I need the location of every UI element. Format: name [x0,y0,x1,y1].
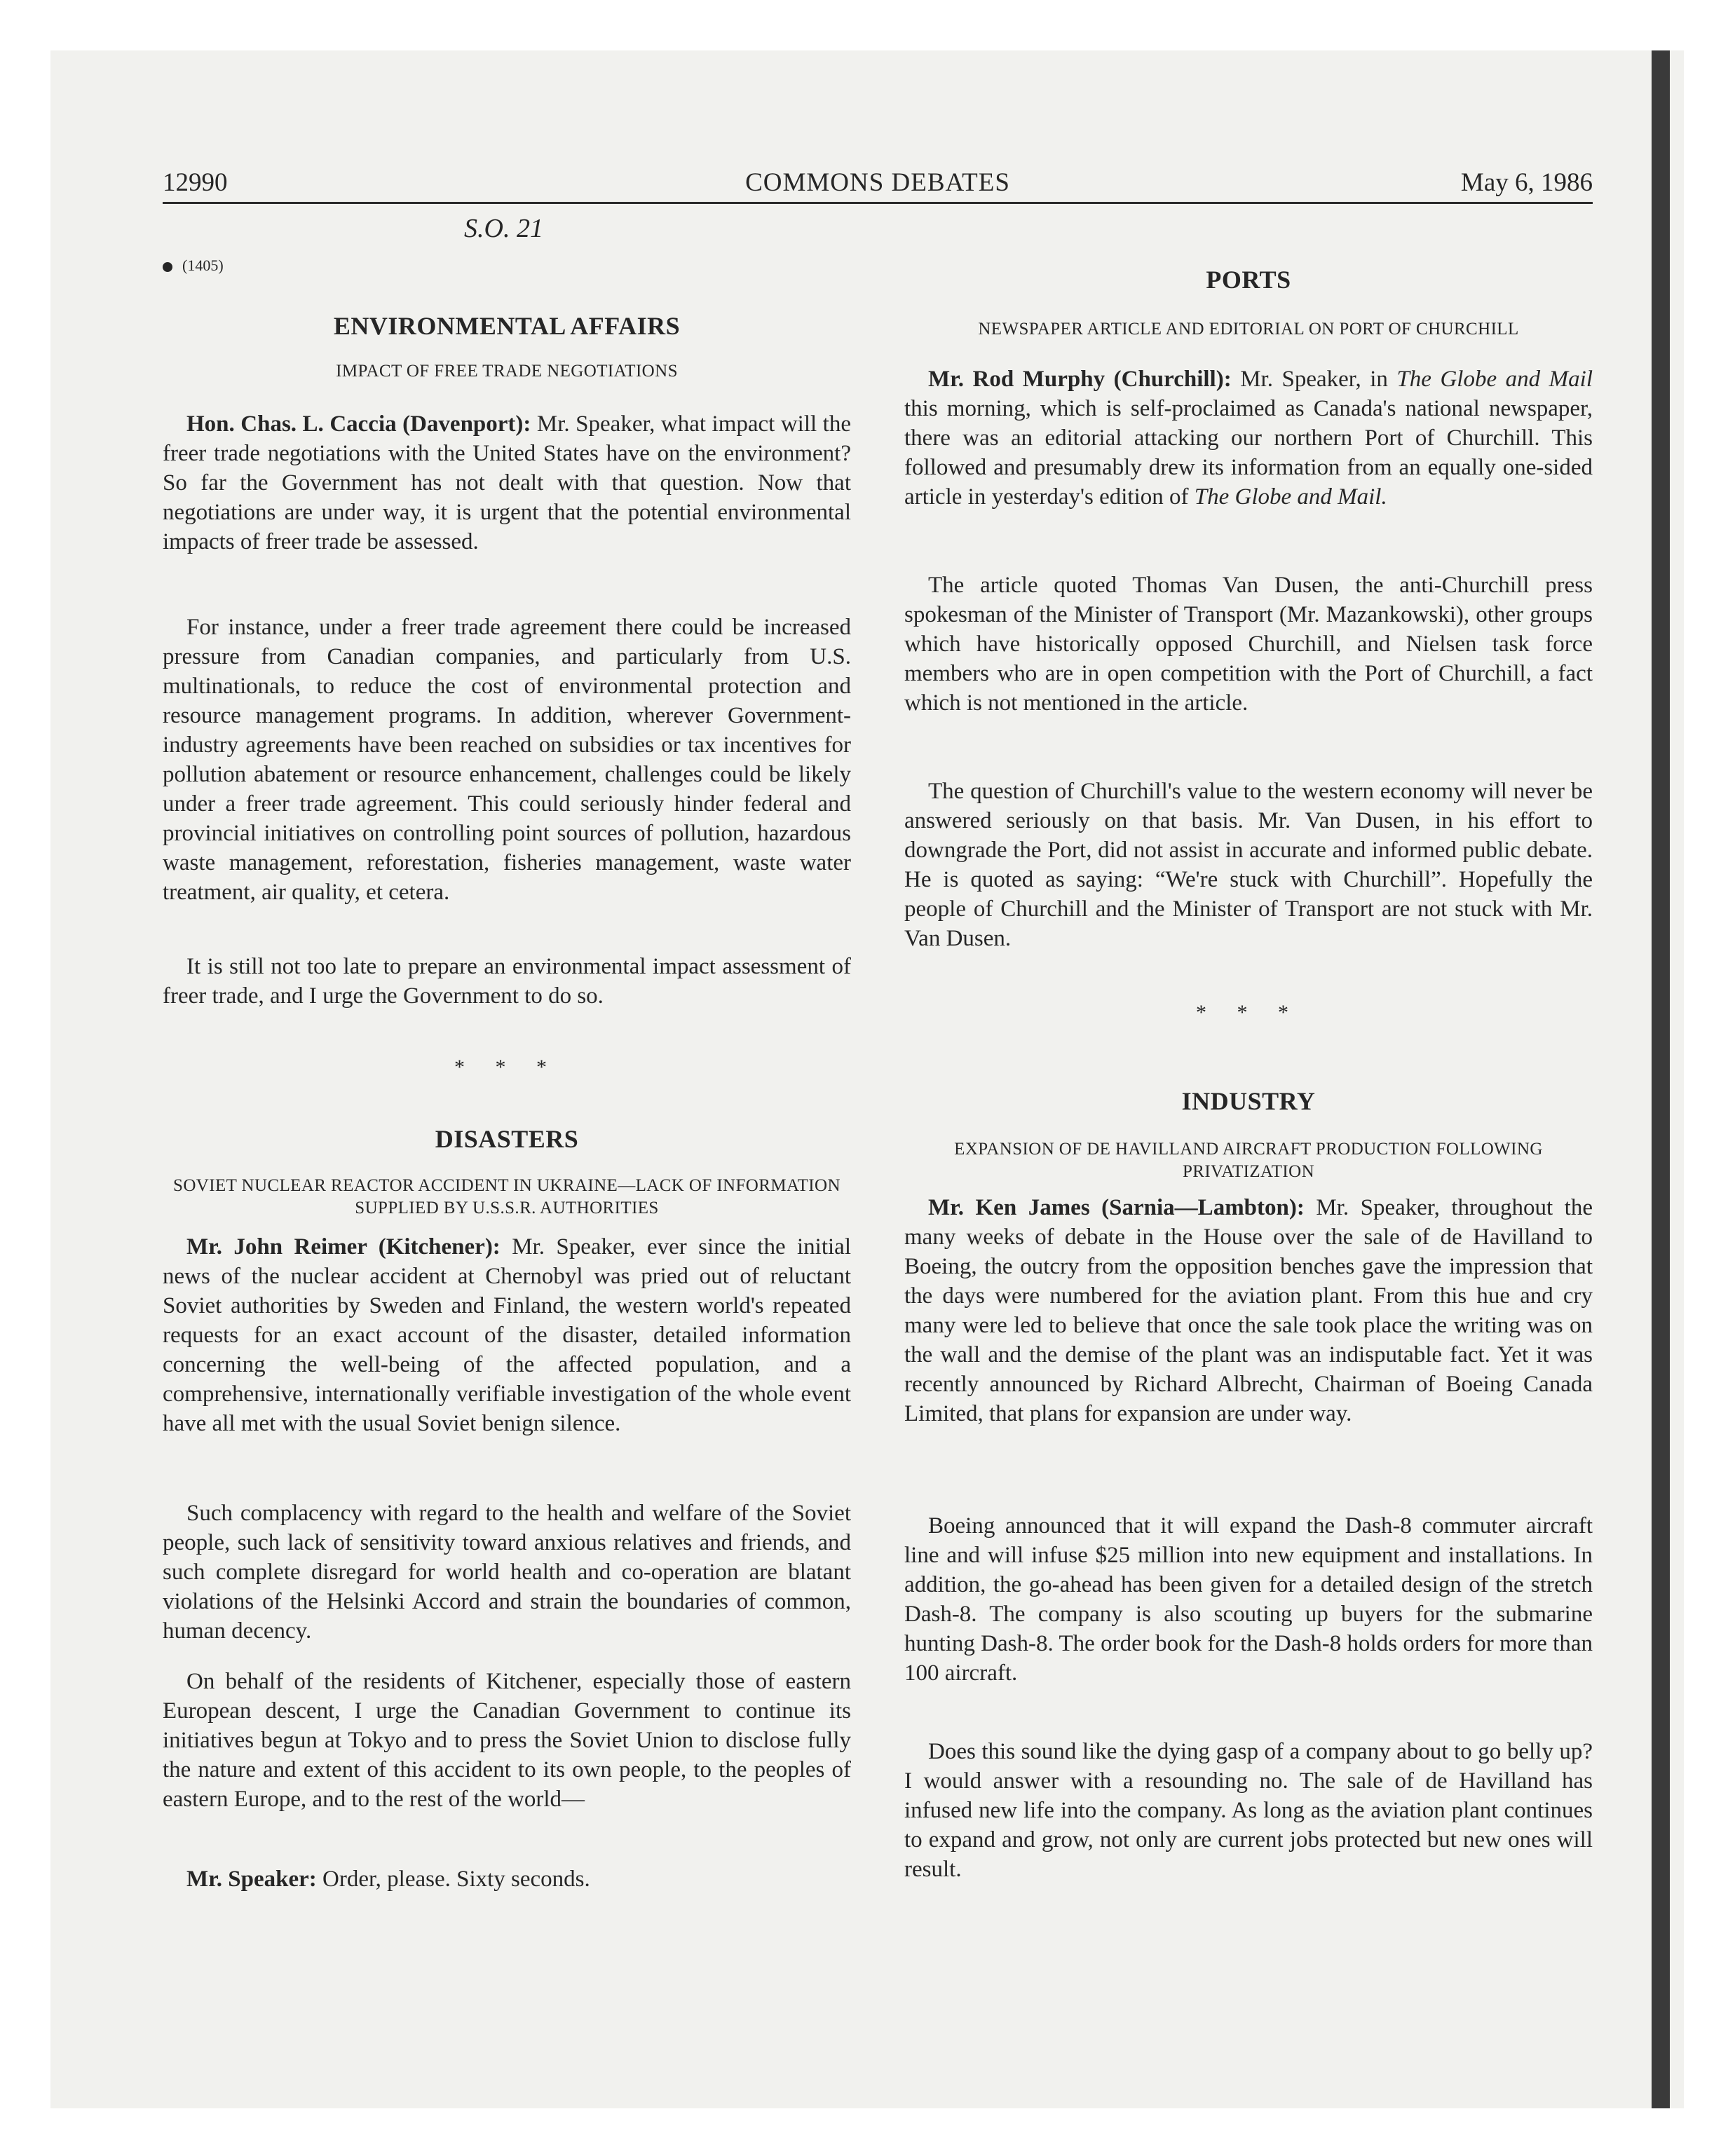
paragraph-james-1: Mr. Ken James (Sarnia—Lambton): Mr. Speaker, throughout the many weeks of debate in the House over the sale of de Havilland to Boeing, the outcry from the opposition benches gave the impression that the days were numbered for the aviation plant. From this hue and cry many were led to believe that once the sale took place the writing was on the wall and the demise of the plant was an indisputable fact. Yet it was recently announced by Richard Albrecht, Chairman of Boeing Canada Limited, that plans for expansion are under way. [904,1195,1593,1426]
section-title-disasters: DISASTERS [435,1125,579,1153]
speaker-name: Mr. John Reimer (Kitchener): [186,1234,501,1260]
section-separator: * * * [454,1056,559,1079]
time-marker [163,257,224,275]
paragraph-murphy-3: The question of Churchill's value to the western economy will never be answered seriously on that basis. Mr. Van Dusen, in his effort to downgrade the Port, did not assist in accurate and informed public debate. He is quoted as saying: “We're stuck with Churchill”. Hopefully the people of Churchill and the Minister of Transport are not stuck with Mr. Van Dusen. [904,779,1593,951]
paragraph-james-3: Does this sound like the dying gasp of a company about to go belly up? I would answer with a resounding no. The sale of de Havilland has infused new life into the company. As long as the aviation plant continues to expand and grow, not only are current jobs protected but new ones will result. [904,1739,1593,1882]
section-title-environmental-affairs: ENVIRONMENTAL AFFAIRS [333,312,681,340]
page-number: 12990 [163,168,228,197]
publication-title: COMMONS DEBATES [745,168,1010,197]
page-header [163,165,1593,204]
speaker-name: Mr. Speaker: [186,1867,317,1892]
paragraph-caccia-2: For instance, under a freer trade agreement there could be increased pressure from Canadian companies, and particularly from U.S. multinationals, to reduce the cost of environmental protection and resource management programs. In addition, wherever Government-industry agreements have been reached on subsidies or tax incentives for pollution abatement or resource enhancement, challenges could be likely under a freer trade agreement. This could seriously hinder federal and provincial initiatives on controlling point sources of pollution, hazardous waste management, reforestation, fisheries management, waste water treatment, air quality, et cetera. [163,615,851,905]
paragraph-reimer-3: On behalf of the residents of Kitchener, especially those of eastern European descent, I urge the Canadian Government to continue its initiatives begun at Tokyo and to press the Soviet Union to disclose fully the nature and extent of this accident to its own people, to the peoples of eastern Europe, and to the rest of the world— [163,1669,851,1812]
time-marker-text: (1405) [182,257,224,274]
speaker-name: Mr. Ken James (Sarnia—Lambton): [928,1195,1305,1220]
paragraph-caccia-3: It is still not too late to prepare an environmental impact assessment of freer trade, and I urge the Government to do so. [163,954,851,1009]
standing-order-label: S.O. 21 [464,214,543,243]
page-date: May 6, 1986 [1460,168,1593,197]
hansard-page [163,165,1593,2058]
bullet-icon [163,262,172,272]
paragraph-murphy-2: The article quoted Thomas Van Dusen, the anti-Churchill press spokesman of the Minister of Transport (Mr. Mazankowski), other groups which have historically opposed Churchill, and Nielsen task force members who are in open competition with the Port of Churchill, a fact which is not mentioned in the article. [904,573,1593,716]
paragraph-speaker-order: Mr. Speaker: Order, please. Sixty seconds. [186,1867,590,1892]
section-subtitle-chernobyl: SOVIET NUCLEAR REACTOR ACCIDENT IN UKRAINE—LACK OF INFORMATION SUPPLIED BY U.S.S.R. AUTHORITIES [173,1176,841,1217]
section-separator: * * * [1196,1001,1301,1024]
paragraph-reimer-2: Such complacency with regard to the health and welfare of the Soviet people, such lack of sensitivity toward anxious relatives and friends, and such complete disregard for world health and co-operation are blatant violations of the Helsinki Accord and strain the boundaries of common, human decency. [163,1501,851,1644]
section-subtitle-de-havilland: EXPANSION OF DE HAVILLAND AIRCRAFT PRODUCTION FOLLOWING PRIVATIZATION [954,1140,1543,1181]
scan-edge-bar [1652,50,1670,2108]
section-subtitle-churchill: NEWSPAPER ARTICLE AND EDITORIAL ON PORT OF CHURCHILL [978,320,1519,339]
paragraph-james-2: Boeing announced that it will expand the Dash-8 commuter aircraft line and will infuse $25 million into new equipment and installations. In addition, the go-ahead has been given for a detailed design of the stretch Dash-8. The company is also scouting up buyers for the submarine hunting Dash-8. The order book for the Dash-8 holds orders for more than 100 aircraft. [904,1513,1593,1686]
section-subtitle-free-trade: IMPACT OF FREE TRADE NEGOTIATIONS [336,362,678,381]
speaker-name: Hon. Chas. L. Caccia (Davenport): [186,411,531,437]
paragraph-caccia-1: Hon. Chas. L. Caccia (Davenport): Mr. Speaker, what impact will the freer trade negotiations with the United States have on the environment? So far the Government has not dealt with that question. Now that negotiations are under way, it is urgent that the potential environmental impacts of freer trade be assessed. [163,411,851,554]
section-title-industry: INDUSTRY [1181,1087,1316,1115]
paragraph-reimer-1: Mr. John Reimer (Kitchener): Mr. Speaker, ever since the initial news of the nuclear accident at Chernobyl was pried out of reluctant Soviet authorities by Sweden and Finland, the western world's repeated requests for an exact account of the disaster, detailed information concerning the well-being of the affected population, and a comprehensive, internationally verifiable investigation of the whole event have all met with the usual Soviet benign silence. [163,1234,851,1436]
section-title-ports: PORTS [1206,266,1291,294]
speaker-name: Mr. Rod Murphy (Churchill): [928,367,1232,392]
paragraph-murphy-1: Mr. Rod Murphy (Churchill): Mr. Speaker, in The Globe and Mail this morning, which is self-proclaimed as Canada's national newspaper, there was an editorial attacking our northern Port of Churchill. This followed and presumably drew its information from an equally one-sided article in yesterday's edition of The Globe and Mail. [904,367,1593,510]
